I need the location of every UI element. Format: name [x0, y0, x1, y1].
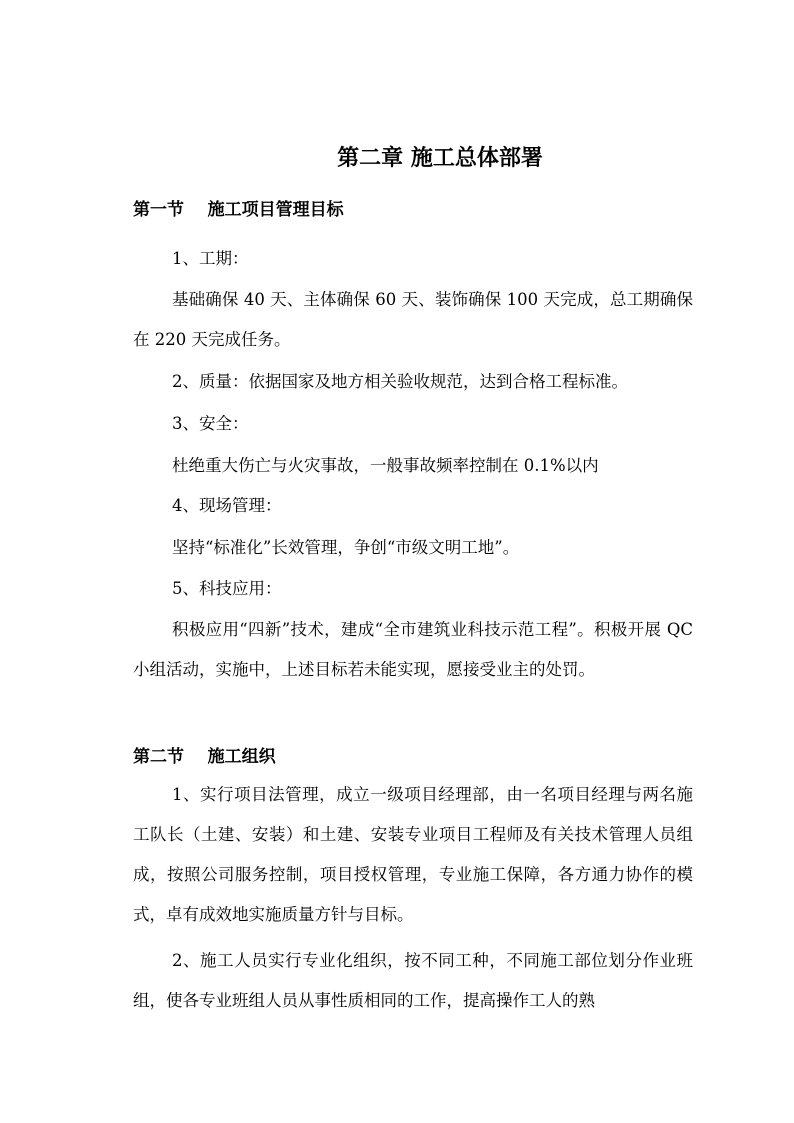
goal-safety-text: 杜绝重大伤亡与火灾事故，一般事故频率控制在 0.1%以内 — [172, 456, 599, 475]
organization-paragraph-2: 2、施工人员实行专业化组织，按不同工种，不同施工部位划分作业班组，使各专业班组人员从事性质相同的工作，提高操作工人的熟 — [133, 951, 693, 1010]
goal-schedule-text: 基础确保 40 天、主体确保 60 天、装饰确保 100 天完成，总工期确保在 220 天完成任务。 — [133, 290, 693, 349]
goal-site-text: 坚持“标准化”长效管理，争创“市级文明工地”。 — [172, 538, 520, 557]
chapter-title: 第二章 施工总体部署 — [337, 145, 543, 171]
goal-tech-heading: 5、科技应用： — [172, 579, 282, 598]
section-title-2: 第二节 施工组织 — [133, 747, 276, 767]
organization-paragraph-1: 1、实行项目法管理，成立一级项目经理部，由一名项目经理与两名施工队长（土建、安装）和土建、安装专业项目工程师及有关技术管理人员组成，按照公司服务控制，项目授权管理，专业施工保障，各方通力协作的模式，卓有成效地实施质量方针与目标。 — [133, 785, 693, 924]
goal-tech-text: 积极应用“四新”技术，建成“全市建筑业科技示范工程”。积极开展 QC 小组活动，实施中，上述目标若未能实现，愿接受业主的处罚。 — [133, 620, 693, 679]
section-title-1: 第一节 施工项目管理目标 — [133, 200, 344, 220]
goal-schedule-heading: 1、工期： — [172, 249, 249, 268]
goal-site-heading: 4、现场管理： — [172, 496, 282, 515]
goal-safety-heading: 3、安全： — [172, 414, 249, 433]
goal-quality: 2、质量：依据国家及地方相关验收规范，达到合格工程标准。 — [172, 372, 628, 391]
